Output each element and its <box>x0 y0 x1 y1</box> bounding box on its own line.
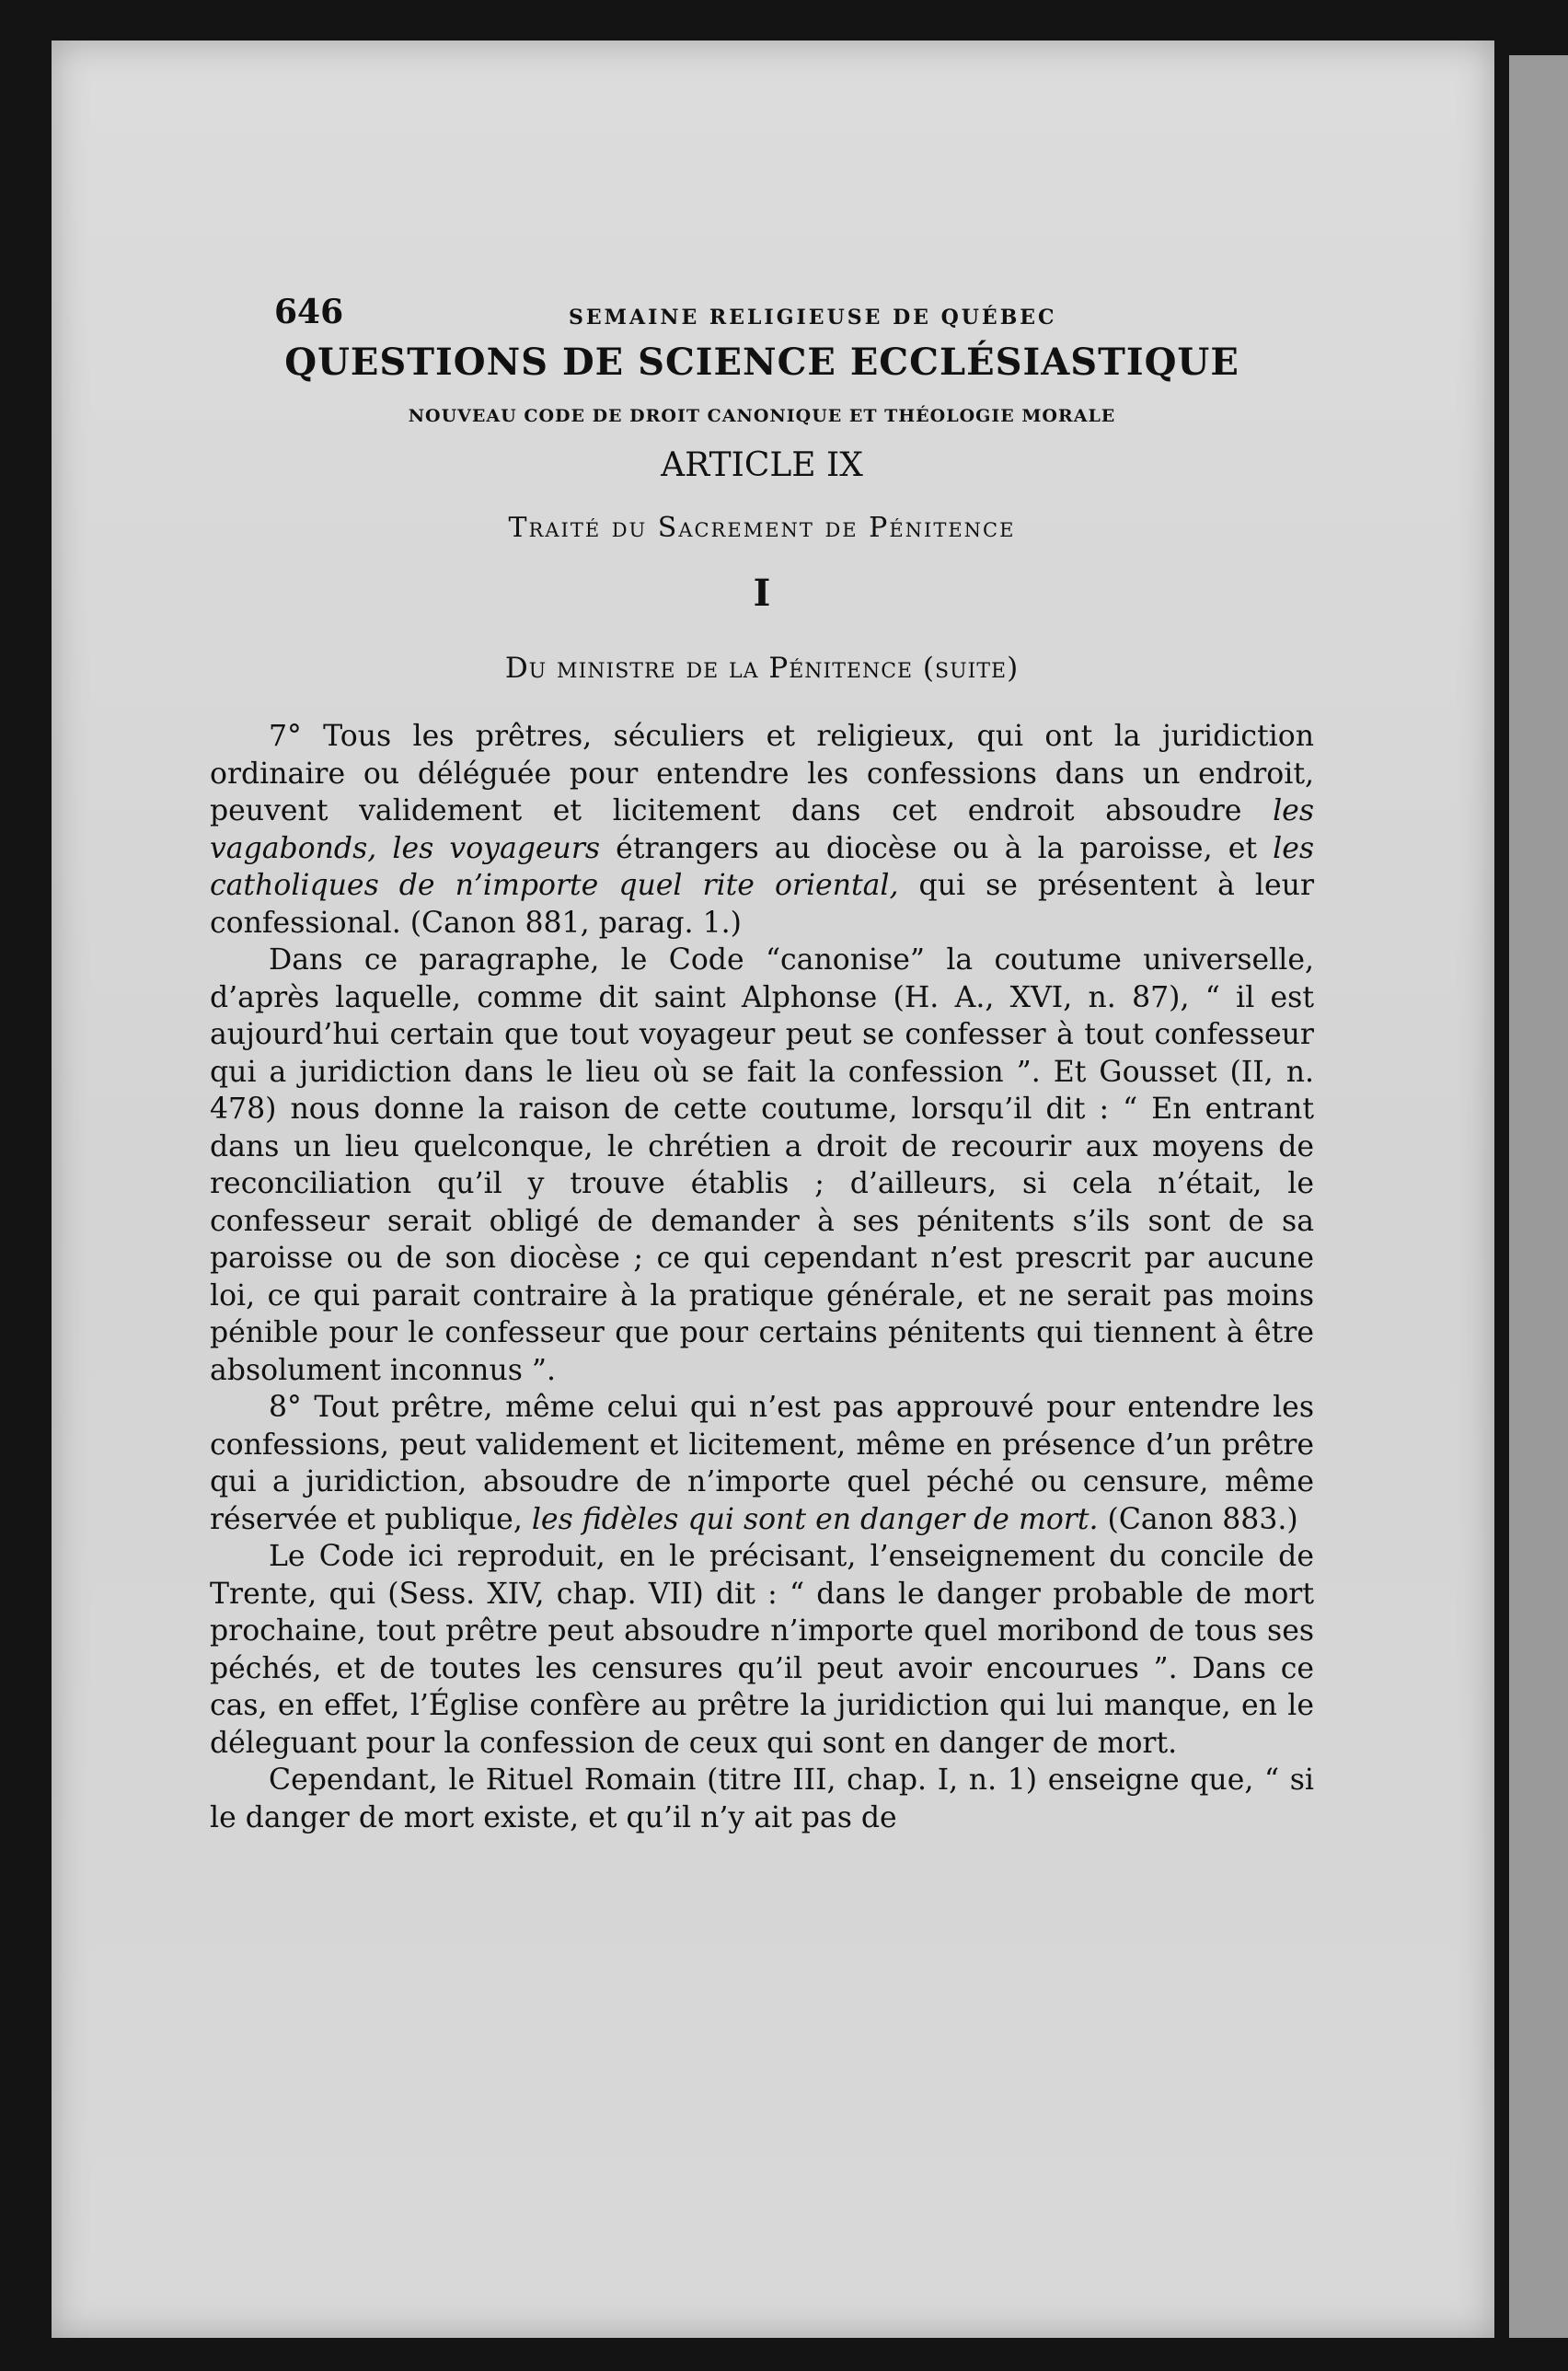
paragraph-5: Cependant, le Rituel Romain (titre III, chap. I, n. 1) enseigne que, “ si le danger de mort existe, et qu’il n’y ait pas de <box>210 1764 1314 1834</box>
paragraph-text: 7° Tous les prêtres, séculiers et religieux, qui ont la juridiction ordinaire ou déléguée pour entendre les confessions dans un endroit, peuvent validement et licitement dans cet endroit absoudre <box>210 720 1314 827</box>
section-heading: Du ministre de la Pénitence (suite) <box>504 652 1020 685</box>
paragraph-4: Le Code ici reproduit, en le précisant, l’enseignement du concile de Trente, qui (Sess. XIV, chap. VII) dit : “ dans le danger probable de mort prochaine, tout prêtre peut absoudre n’importe quel moribond de tous ses péchés, et de toutes les censures qu’il peut avoir encourues ”. Dans ce cas, en effet, l’Église confère au prêtre la juridiction qui lui manque, en le déleguant pour la confession de ceux qui sont en danger de mort. <box>210 1540 1314 1760</box>
paragraph-text: (Canon 883.) <box>1098 1502 1298 1536</box>
paragraph-2: Dans ce paragraphe, le Code “canonise” la coutume universelle, d’après laquelle, comme dit saint Alphonse (H. A., XVI, n. 87), “ il est aujourd’hui certain que tout voyageur peut se confesser à tout confesseur qui a juridiction dans le lieu où se fait la confession ”. Et Gousset (II, n. 478) nous donne la raison de cette coutume, lorsqu’il dit : “ En entrant dans un lieu quelconque, le chrétien a droit de recourir aux moyens de reconciliation qu’il y trouve établis ; d’ailleurs, si cela n’était, le confesseur serait obligé de demander à ses pénitents s’ils sont de sa paroisse ou de son diocèse ; ce qui cependant n’est prescrit par aucune loi, ce qui parait contraire à la pratique générale, et ne serait pas moins pénible pour le confesseur que pour certains pénitents qui tiennent à être absolument inconnus ”. <box>210 943 1314 1387</box>
italic-text: les voyageurs <box>392 831 601 865</box>
italic-text: les fidèles qui sont en danger de mort. <box>531 1502 1099 1536</box>
body-text <box>210 718 1314 1836</box>
article-heading: ARTICLE IX <box>661 446 863 484</box>
running-head: SEMAINE RELIGIEUSE DE QUÉBEC <box>569 306 1057 330</box>
italic-text: les catholiques de n’importe quel rite oriental, <box>210 831 1315 902</box>
italic-text: les vagabonds, <box>210 794 1314 865</box>
adjacent-page-edge <box>1509 55 1568 2338</box>
paragraph-3 <box>210 1389 1314 1538</box>
section-numeral: I <box>753 572 771 615</box>
page-content <box>210 241 1314 1836</box>
paragraph-text: qui se présentent à leur confessional. (Canon 881, parag. 1.) <box>210 869 1314 940</box>
main-title: QUESTIONS DE SCIENCE ECCLÉSIASTIQUE <box>284 341 1239 384</box>
paragraph-text <box>376 832 392 865</box>
paragraph-1 <box>210 718 1314 942</box>
treatise-heading: Traité du Sacrement de Pénitence <box>508 512 1016 544</box>
paragraph-text: étrangers au diocèse ou à la paroisse, et <box>600 831 1274 865</box>
paragraph-text: 8° Tout prêtre, même celui qui n’est pas approuvé pour entendre les confessions, peut validement et licitement, même en présence d’un prêtre qui a juridiction, absoudre de n’importe quel péché ou censure, même réservée et publique, <box>210 1391 1314 1536</box>
subtitle: NOUVEAU CODE DE DROIT CANONIQUE ET THÉOLOGIE MORALE <box>408 406 1116 426</box>
page-number: 646 <box>274 293 344 331</box>
page-header <box>210 241 1314 331</box>
